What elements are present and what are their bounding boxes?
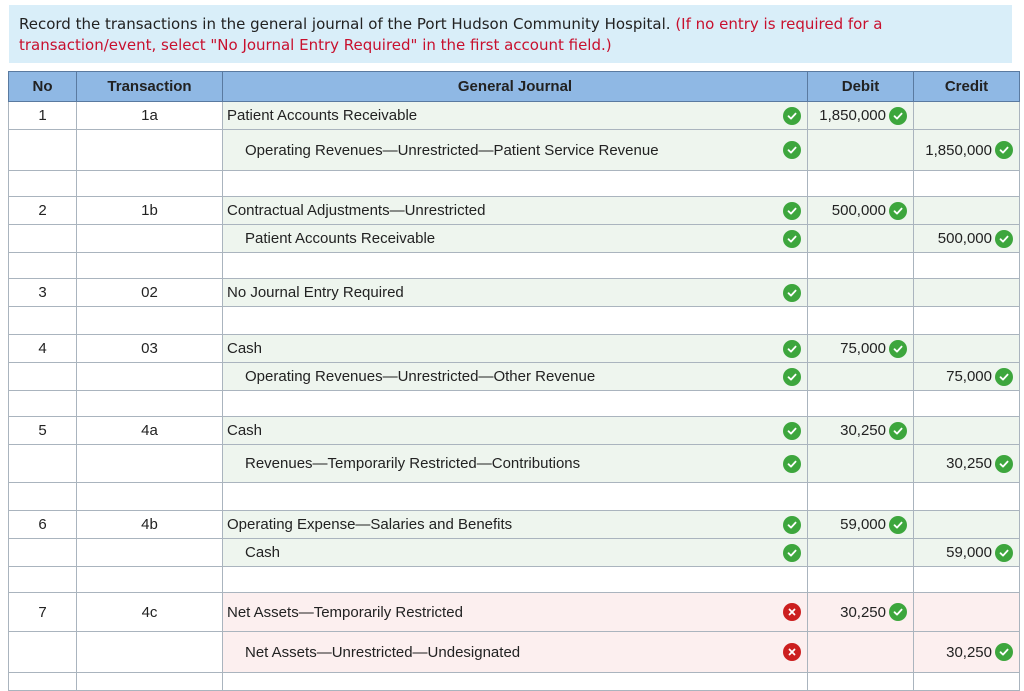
journal-row [9,391,1020,417]
credit-field[interactable] [914,279,1020,307]
transaction-id-text: 4c [141,603,158,621]
entry-number [9,279,77,307]
col-header-journal: General Journal [223,72,808,102]
journal-row [9,445,1020,483]
transaction-id [77,593,223,632]
journal-row [9,417,1020,445]
journal-row [9,539,1020,567]
debit-amount: 30,250 [840,603,886,621]
check-icon [783,284,801,302]
journal-body [9,102,1020,691]
account-field[interactable] [223,307,808,335]
entry-number-text: 6 [38,516,47,533]
entry-number-text: 3 [38,284,47,301]
account-name: Net Assets—Unrestricted—Undesignated [245,643,521,661]
entry-number [9,335,77,363]
debit-field[interactable] [808,335,914,363]
check-icon [995,230,1013,248]
debit-field[interactable] [808,511,914,539]
transaction-id [77,363,223,391]
debit-field[interactable] [808,483,914,511]
journal-row [9,130,1020,171]
debit-amount: 59,000 [840,516,886,533]
account-name [223,312,227,329]
transaction-id [77,445,223,483]
credit-field[interactable] [914,253,1020,279]
check-icon [783,455,801,473]
transaction-id [77,279,223,307]
account-field[interactable] [223,130,808,171]
credit-amount: 500,000 [937,230,992,247]
check-icon [889,202,907,220]
credit-field[interactable] [914,197,1020,225]
transaction-id [77,483,223,511]
col-header-no: No [9,72,77,102]
entry-number [9,197,77,225]
transaction-id [77,391,223,417]
journal-row [9,171,1020,197]
error-x-icon [783,643,801,661]
check-icon [889,422,907,440]
transaction-id [77,539,223,567]
debit-field[interactable] [808,673,914,691]
instructions-note: (If no entry is required for a transaction/event, select "No Journal Entry Required" in the first account field.) [19,15,883,54]
header-row [9,72,1020,102]
error-x-icon [783,603,801,621]
debit-field[interactable] [808,632,914,673]
check-icon [889,516,907,534]
debit-field[interactable] [808,417,914,445]
instructions [9,5,1012,63]
journal-row [9,567,1020,593]
entry-number [9,225,77,253]
account-field[interactable] [223,511,808,539]
credit-field[interactable] [914,445,1020,483]
transaction-id [77,335,223,363]
entry-number [9,445,77,483]
entry-number-text: 1 [38,107,47,124]
account-name: Contractual Adjustments—Unrestricted [227,202,486,219]
account-field[interactable] [223,225,808,253]
credit-amount: 1,850,000 [925,141,992,159]
check-icon [995,368,1013,386]
journal-table [8,71,1020,691]
debit-field[interactable] [808,197,914,225]
credit-field[interactable] [914,391,1020,417]
transaction-id [77,130,223,171]
check-icon [783,141,801,159]
entry-number [9,171,77,197]
journal-row [9,673,1020,691]
col-header-debit: Debit [808,72,914,102]
journal-row [9,632,1020,673]
credit-field[interactable] [914,673,1020,691]
transaction-id [77,253,223,279]
debit-field[interactable] [808,307,914,335]
debit-field[interactable] [808,363,914,391]
check-icon [783,422,801,440]
transaction-id [77,632,223,673]
journal-row [9,511,1020,539]
account-field[interactable] [223,197,808,225]
transaction-id-text: 1b [141,202,158,219]
transaction-id [77,567,223,593]
account-name: Operating Expense—Salaries and Benefits [227,516,513,533]
col-header-credit: Credit [914,72,1020,102]
account-name: Cash [227,422,263,439]
entry-number [9,307,77,335]
journal-row [9,593,1020,632]
journal-row [9,363,1020,391]
check-icon [995,455,1013,473]
account-name [223,395,227,412]
transaction-id [77,225,223,253]
entry-number [9,130,77,171]
check-icon [995,544,1013,562]
account-name [223,175,227,192]
credit-field[interactable] [914,102,1020,130]
transaction-id-text: 02 [141,284,158,301]
transaction-id-text: 4a [141,422,158,439]
credit-field[interactable] [914,335,1020,363]
check-icon [783,230,801,248]
check-icon [889,603,907,621]
debit-field[interactable] [808,391,914,417]
transaction-id [77,673,223,691]
debit-field[interactable] [808,539,914,567]
entry-number-text: 4 [38,340,47,357]
journal-row [9,102,1020,130]
check-icon [783,368,801,386]
debit-field[interactable] [808,445,914,483]
account-field[interactable] [223,445,808,483]
debit-field[interactable] [808,171,914,197]
entry-number-text: 5 [38,422,47,439]
entry-number [9,102,77,130]
debit-field[interactable] [808,593,914,632]
journal-row [9,483,1020,511]
account-name: No Journal Entry Required [227,284,404,301]
credit-field[interactable] [914,483,1020,511]
credit-field[interactable] [914,225,1020,253]
transaction-id [77,197,223,225]
credit-field[interactable] [914,171,1020,197]
credit-amount: 59,000 [946,544,992,561]
debit-amount: 1,850,000 [819,107,886,124]
account-name: Operating Revenues—Unrestricted—Other Revenue [245,368,596,385]
check-icon [783,516,801,534]
account-name: Cash [227,340,263,357]
instructions-text: Record the transactions in the general journal of the Port Hudson Community Hospital. [19,15,671,33]
account-field[interactable] [223,253,808,279]
account-name [223,257,227,274]
debit-amount: 75,000 [840,340,886,357]
entry-number [9,593,77,632]
account-name [223,571,227,588]
debit-field[interactable] [808,279,914,307]
journal-row [9,307,1020,335]
entry-number-text: 7 [38,603,47,621]
col-header-transaction: Transaction [77,72,223,102]
account-name [223,673,227,690]
check-icon [995,643,1013,661]
debit-field[interactable] [808,130,914,171]
journal-row [9,253,1020,279]
check-icon [783,340,801,358]
entry-number [9,391,77,417]
debit-field[interactable] [808,225,914,253]
transaction-id [77,307,223,335]
journal-row [9,197,1020,225]
credit-field[interactable] [914,632,1020,673]
account-field[interactable] [223,417,808,445]
credit-field[interactable] [914,417,1020,445]
check-icon [995,141,1013,159]
account-field[interactable] [223,673,808,691]
transaction-id-text: 03 [141,340,158,357]
entry-number [9,632,77,673]
account-field[interactable] [223,102,808,130]
credit-field[interactable] [914,539,1020,567]
transaction-id [77,511,223,539]
entry-number [9,673,77,691]
account-field[interactable] [223,171,808,197]
account-field[interactable] [223,391,808,417]
entry-number-text: 2 [38,202,47,219]
account-field[interactable] [223,363,808,391]
check-icon [783,544,801,562]
entry-number [9,511,77,539]
debit-amount: 30,250 [840,422,886,439]
debit-field[interactable] [808,253,914,279]
journal-row [9,225,1020,253]
account-name: Net Assets—Temporarily Restricted [227,603,463,621]
transaction-id [77,417,223,445]
transaction-id [77,171,223,197]
account-name: Revenues—Temporarily Restricted—Contributions [245,455,581,472]
check-icon [889,340,907,358]
entry-number [9,253,77,279]
credit-field[interactable] [914,307,1020,335]
entry-number [9,363,77,391]
credit-amount: 30,250 [946,643,992,661]
account-field[interactable] [223,593,808,632]
account-field[interactable] [223,567,808,593]
check-icon [783,107,801,125]
journal-row [9,279,1020,307]
account-field[interactable] [223,279,808,307]
debit-field[interactable] [808,567,914,593]
debit-amount: 500,000 [831,202,886,219]
credit-amount: 75,000 [946,368,992,385]
debit-field[interactable] [808,102,914,130]
transaction-id [77,102,223,130]
account-name: Operating Revenues—Unrestricted—Patient Service Revenue [245,141,659,159]
transaction-id-text: 4b [141,516,158,533]
entry-number [9,539,77,567]
check-icon [889,107,907,125]
credit-field[interactable] [914,130,1020,171]
account-name: Cash [245,544,281,561]
entry-number [9,417,77,445]
account-name: Patient Accounts Receivable [227,107,418,124]
journal-row [9,335,1020,363]
account-field[interactable] [223,335,808,363]
entry-number [9,567,77,593]
account-field[interactable] [223,539,808,567]
account-name: Patient Accounts Receivable [245,230,436,247]
account-name [223,488,227,505]
credit-field[interactable] [914,511,1020,539]
check-icon [783,202,801,220]
entry-number [9,483,77,511]
credit-field[interactable] [914,363,1020,391]
account-field[interactable] [223,632,808,673]
credit-field[interactable] [914,567,1020,593]
transaction-id-text: 1a [141,107,158,124]
account-field[interactable] [223,483,808,511]
credit-amount: 30,250 [946,455,992,472]
credit-field[interactable] [914,593,1020,632]
